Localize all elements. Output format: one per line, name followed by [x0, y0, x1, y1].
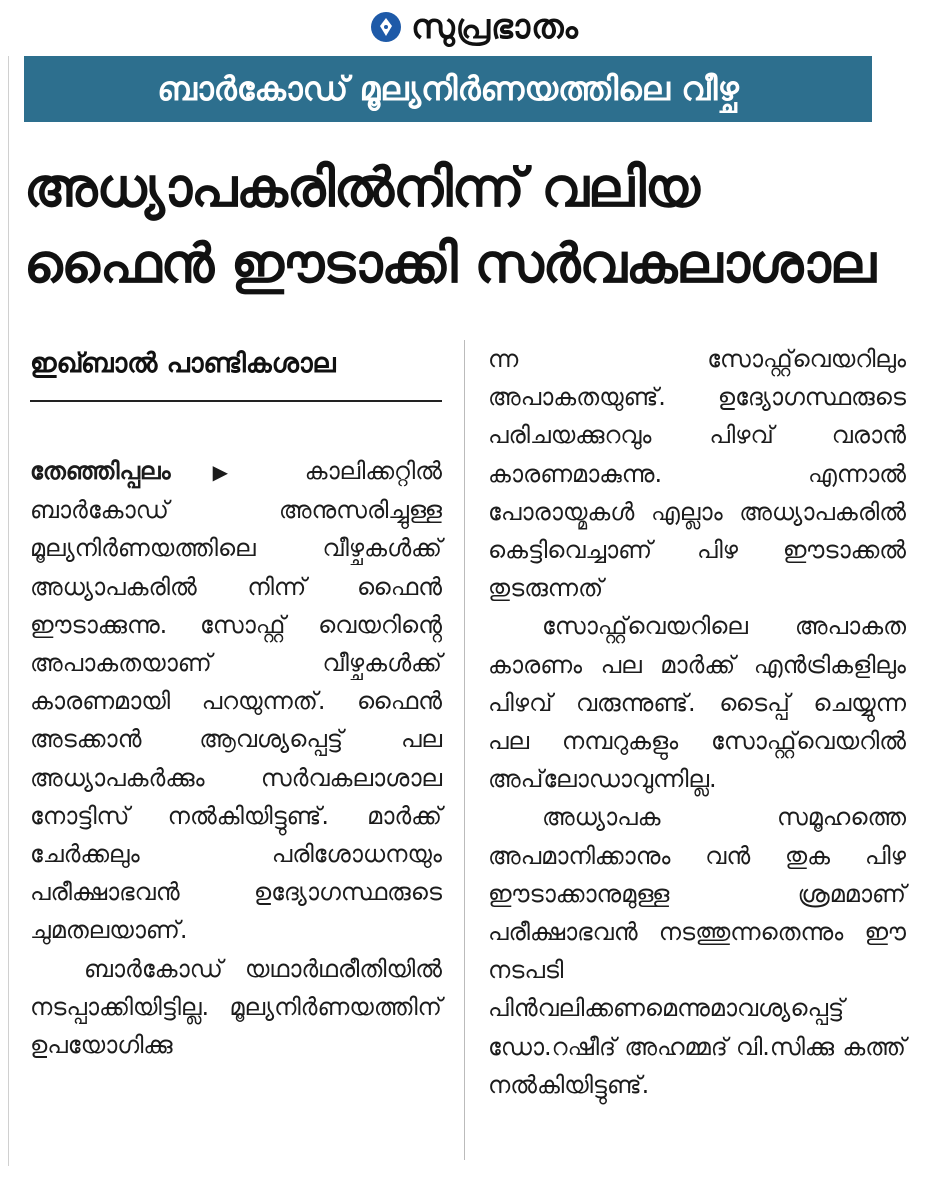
paragraph	[30, 452, 442, 950]
masthead	[0, 4, 950, 50]
kicker-text: ബാർകോഡ് മൂല്യനിർണയത്തിലെ വീഴ്ച	[157, 69, 739, 108]
byline-rule	[30, 400, 442, 402]
kicker-banner	[24, 56, 872, 122]
headline-line-2: ഫൈൻ ഈടാക്കി സർവകലാശാല	[24, 232, 875, 295]
triangle-right-icon: ▶	[212, 460, 263, 484]
headline	[24, 150, 924, 302]
paragraph-text: കാലിക്കറ്റിൽ ബാർകോഡ് അനുസരിച്ചുള്ള മൂല്യനിർണയത്തിലെ വീഴ്ചകൾക്ക് അധ്യാപകരിൽ നിന്ന് ഫൈൻ ഈടാക്കുന്നു. സോഫ്റ്റ് വെയറിൻ്റെ അപാകതയാണ് വീഴ്ചകൾക്ക് കാരണമായി പറയുന്നത്. ഫൈൻ അടക്കാൻ ആവശ്യപ്പെട്ട് പല അധ്യാപകർക്കും സർവകലാശാല നോട്ടിസ് നൽകിയിട്ടുണ്ട്. മാർക്ക് ചേർക്കലും പരിശോധനയും പരീക്ഷാഭവൻ ഉദ്യോഗസ്ഥരുടെ ചുമതലയാണ്.	[30, 457, 442, 945]
paragraph: സോഫ്റ്റ്‌വെയറിലെ അപാകത കാരണം പല മാർക്ക് എൻട്രികളിലും പിഴവ് വരുന്നുണ്ട്. ടൈപ്പ് ചെയ്യുന്ന പല നമ്പറുകളും സോഫ്റ്റ്‌വെയറിൽ അപ്‌ലോഡാവുന്നില്ല.	[488, 612, 906, 794]
article-column-1	[30, 452, 442, 1064]
pen-nib-icon	[371, 12, 401, 42]
column-divider	[464, 340, 465, 1160]
paragraph: ബാർകോഡ് യഥാർഥരീതിയിൽ നടപ്പാക്കിയിട്ടില്ല. മൂല്യനിർണയത്തിന് ഉപയോഗിക്കു	[30, 954, 442, 1060]
paragraph: അധ്യാപക സമൂഹത്തെ അപമാനിക്കാനും വൻ തുക പിഴ ഈടാക്കാനുമുള്ള ശ്രമമാണ് പരീക്ഷാഭവൻ നടത്തുന്നതെന്നും ഈ നടപടി പിൻവലിക്കണമെന്നുമാവശ്യപ്പെട്ട് ഡോ.റഷീദ് അഹമ്മദ് വി.സിക്കു കത്ത് നൽകിയിട്ടുണ്ട്.	[488, 803, 906, 1099]
dateline: തേഞ്ഞിപ്പലം	[30, 457, 171, 485]
paragraph: ന്ന സോഫ്റ്റ്‌വെയറിലും അപാകതയുണ്ട്. ഉദ്യോഗസ്ഥരുടെ പരിചയക്കുറവും പിഴവ് വരാൻ കാരണമാകുന്നു. എന്നാൽ പോരായ്മകൾ എല്ലാം അധ്യാപകരിൽ കെട്ടിവെച്ചാണ് പിഴ ഈടാക്കൽ തുടരുന്നത്	[488, 345, 906, 603]
byline: ഇഖ്ബാൽ പാണ്ടികശാല	[30, 348, 336, 379]
article-column-2	[488, 340, 906, 1104]
page-edge-rule	[8, 56, 9, 1166]
headline-line-1: അധ്യാപകരിൽനിന്ന് വലിയ	[24, 156, 699, 219]
masthead-title: സുപ്രഭാതം	[411, 7, 579, 47]
